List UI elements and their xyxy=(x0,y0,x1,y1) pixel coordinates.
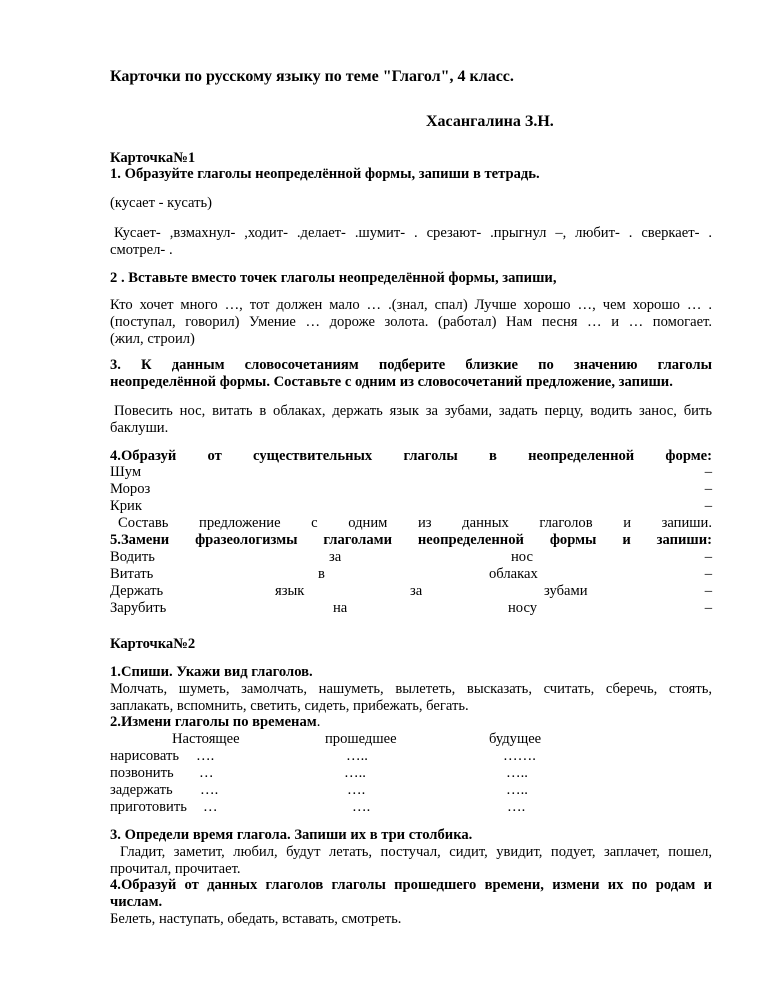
dash: – xyxy=(704,600,712,616)
tense-row xyxy=(110,782,712,799)
noun: Шум xyxy=(110,464,142,480)
future-blank: ……. xyxy=(503,748,536,764)
dash: – xyxy=(704,498,712,514)
past-blank: …. xyxy=(347,782,366,798)
phrase-word: облаках xyxy=(489,566,538,582)
phrase-word: зубами xyxy=(544,583,588,599)
card2-task2-title-line xyxy=(110,714,320,731)
phrase-row xyxy=(110,566,712,583)
card1-task4-compose: Составь предложение с одним из данных глаголов и запиши. xyxy=(118,515,712,531)
column-header-past: прошедшее xyxy=(325,731,397,747)
card1-task4-title: 4.Образуй от существительных глаголы в неопределенной форме: xyxy=(110,448,712,464)
column-header-present: Настоящее xyxy=(172,731,240,747)
phrase-word: на xyxy=(333,600,348,616)
present-blank: … xyxy=(199,765,214,781)
tense-row xyxy=(110,765,712,782)
card1-task1-title: 1. Образуйте глаголы неопределённой формы, запиши в тетрадь. xyxy=(110,166,540,182)
past-blank: …. xyxy=(352,799,371,815)
phrase-row xyxy=(110,583,712,600)
noun-row xyxy=(110,498,712,515)
card1-task3-phrases-line1: Повесить нос, витать в облаках, держать язык за зубами, задать перцу, водить занос, бить xyxy=(114,403,712,419)
phrase-row xyxy=(110,549,712,566)
verb: приготовить xyxy=(110,799,187,815)
column-header-future: будущее xyxy=(489,731,542,747)
phrase-word: нос xyxy=(511,549,533,565)
noun: Мороз xyxy=(110,481,151,497)
phrase-word: язык xyxy=(275,583,305,599)
noun: Крик xyxy=(110,498,142,514)
verb: позвонить xyxy=(110,765,174,781)
phrase-word: носу xyxy=(508,600,538,616)
phrase-word: Витать xyxy=(110,566,154,582)
card1-task3-line2: неопределённой формы. Составьте с одним из словосочетаний предложение, запиши. xyxy=(110,374,673,390)
future-blank: ….. xyxy=(506,782,528,798)
phrase-word: Держать xyxy=(110,583,164,599)
card1-task5-title: 5.Замени фразеологизмы глаголами неопределенной формы и запиши: xyxy=(110,532,712,548)
dash: – xyxy=(704,464,712,480)
verb: задержать xyxy=(110,782,173,798)
phrase-word: Водить xyxy=(110,549,155,565)
card1-task3-phrases-line2: баклуши. xyxy=(110,420,169,436)
phrase-row xyxy=(110,600,712,617)
title-period: . xyxy=(316,714,321,730)
noun-row xyxy=(110,464,712,481)
dash: – xyxy=(704,549,712,565)
card1-task2-line2: (поступал, говорил) Умение … дороже золота. (работал) Нам песня … и … помогает. xyxy=(110,314,712,330)
card2-task1-line1: Молчать, шуметь, замолчать, нашуметь, вылететь, высказать, считать, сберечь, стоять, xyxy=(110,681,712,697)
card2-task2-title: 2.Измени глаголы по временам xyxy=(110,714,317,730)
card2-task3-line1: Гладит, заметит, любил, будут летать, постучал, сидит, увидит, подует, заплачет, пошел, xyxy=(120,844,712,860)
card2-task4-line1: 4.Образуй от данных глаголов глаголы прошедшего времени, измени их по родам и xyxy=(110,877,712,893)
noun-row xyxy=(110,481,712,498)
card1-task2-title: 2 . Вставьте вместо точек глаголы неопределённой формы, запиши, xyxy=(110,270,557,286)
card2-task3-line2: прочитал, прочитает. xyxy=(110,861,241,877)
card1-heading: Карточка№1 xyxy=(110,150,196,166)
document-title: Карточки по русскому языку по теме "Глагол", 4 класс. xyxy=(110,68,514,85)
card2-task4-verbs: Белеть, наступать, обедать, вставать, смотреть. xyxy=(110,911,402,927)
phrase-word: Зарубить xyxy=(110,600,167,616)
card2-task3-title: 3. Определи время глагола. Запиши их в три столбика. xyxy=(110,827,473,843)
card1-task3-line1: 3. К данным словосочетаниям подберите близкие по значению глаголы xyxy=(110,357,712,373)
author-name: Хасангалина З.Н. xyxy=(426,113,554,130)
dash: – xyxy=(704,481,712,497)
card1-task1-example: (кусает - кусать) xyxy=(110,195,213,211)
phrase-word: за xyxy=(410,583,423,599)
card1-task1-line2: смотрел- . xyxy=(110,242,173,258)
verb: нарисовать xyxy=(110,748,179,764)
future-blank: ….. xyxy=(506,765,528,781)
dash: – xyxy=(704,583,712,599)
card2-task1-line2: заплакать, вспомнить, светить, сидеть, прибежать, бегать. xyxy=(110,698,469,714)
present-blank: …. xyxy=(200,782,219,798)
present-blank: … xyxy=(203,799,218,815)
tense-row xyxy=(110,799,712,816)
past-blank: ….. xyxy=(344,765,366,781)
card1-task2-line3: (жил, строил) xyxy=(110,331,195,347)
phrase-word: за xyxy=(329,549,342,565)
card2-task4-line2: числам. xyxy=(110,894,163,910)
future-blank: …. xyxy=(507,799,526,815)
card2-task1-title: 1.Спиши. Укажи вид глаголов. xyxy=(110,664,313,680)
past-blank: ….. xyxy=(346,748,368,764)
tense-row xyxy=(110,748,712,765)
card1-task2-line1: Кто хочет много …, тот должен мало … .(знал, спал) Лучше хорошо …, чем хорошо … . xyxy=(110,297,712,313)
dash: – xyxy=(704,566,712,582)
card2-heading: Карточка№2 xyxy=(110,636,196,652)
card1-task1-line1: Кусает- ,взмахнул- ,ходит- .делает- .шумит- . срезают- .прыгнул –, любит- . сверкает- . xyxy=(114,225,712,241)
phrase-word: в xyxy=(318,566,325,582)
present-blank: …. xyxy=(196,748,215,764)
